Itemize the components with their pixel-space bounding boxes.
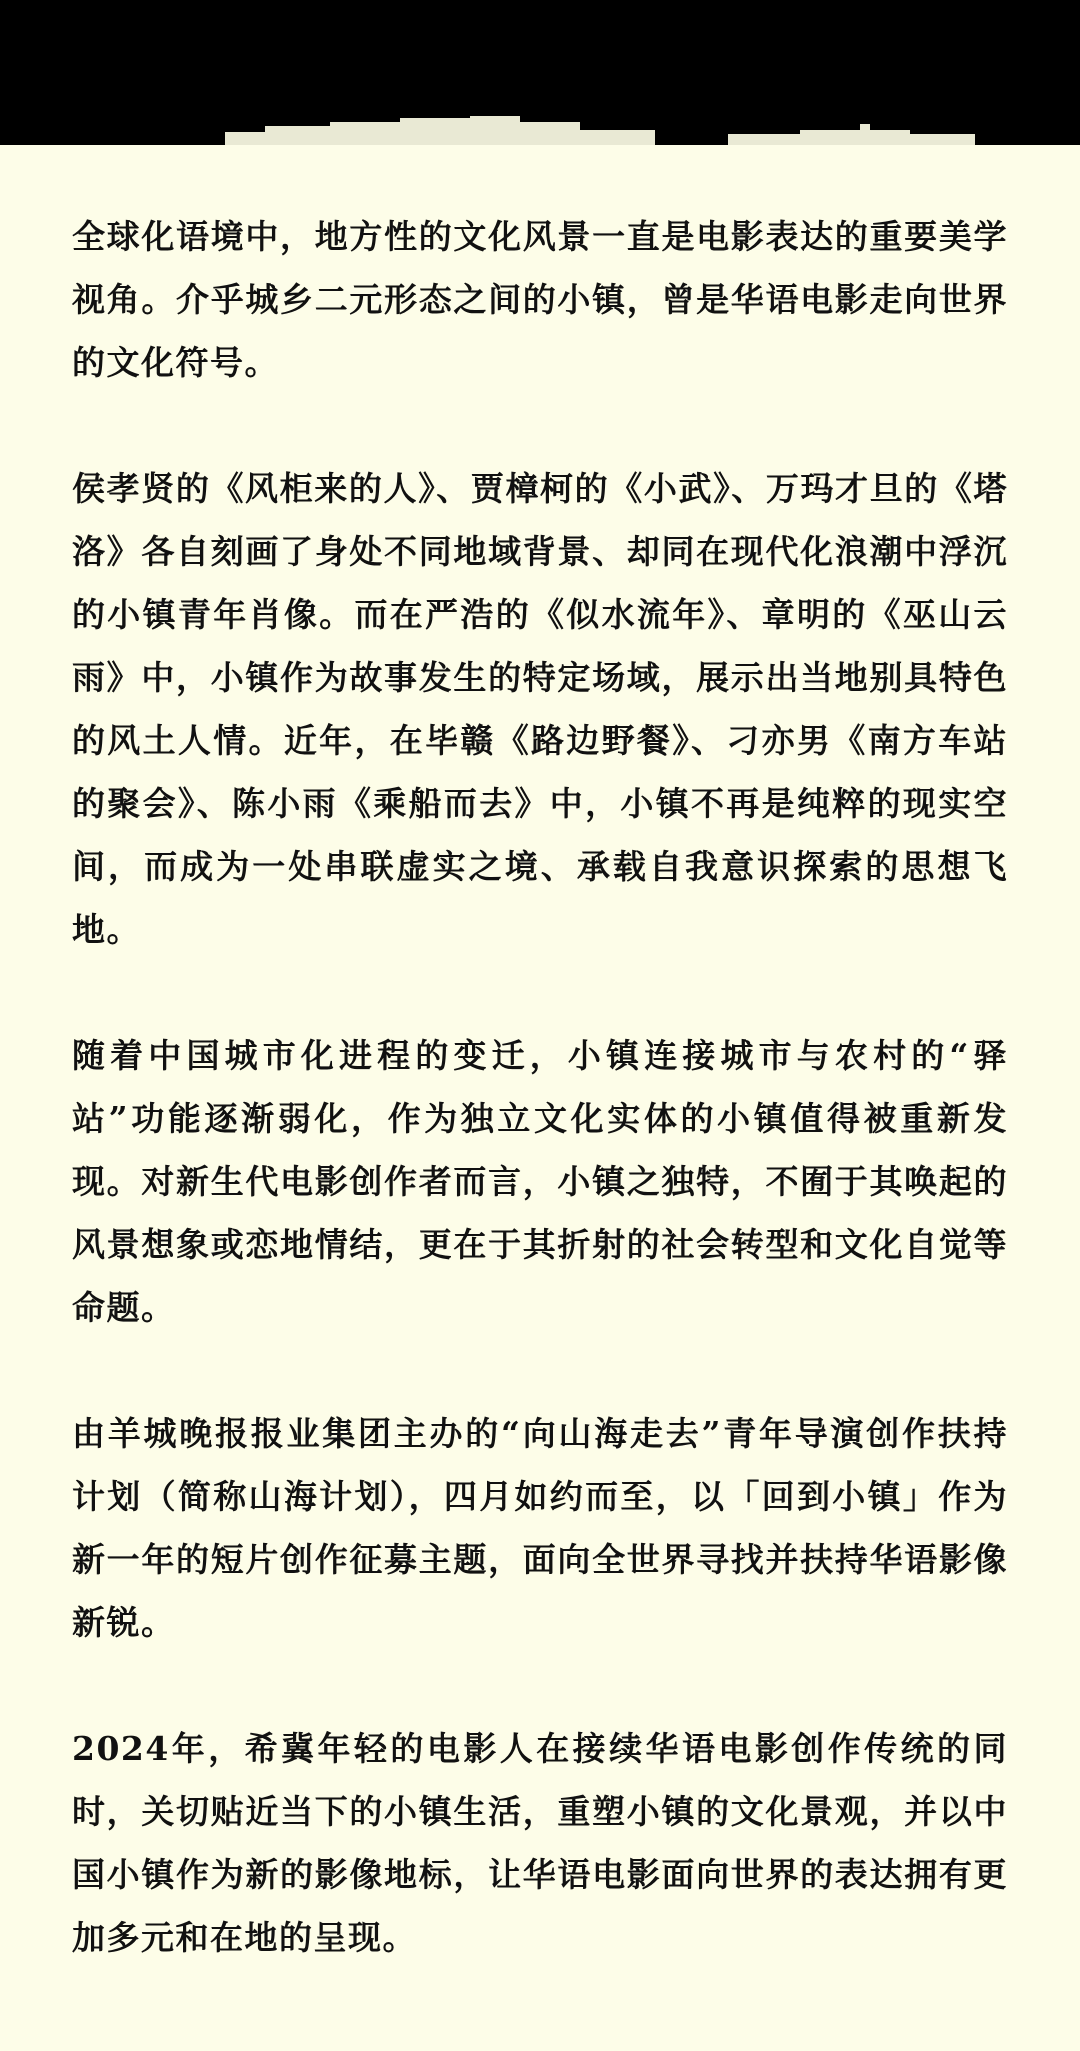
paragraph: 2024年，希冀年轻的电影人在接续华语电影创作传统的同时，关切贴近当下的小镇生活，重塑小镇的文化景观，并以中国小镇作为新的影像地标，让华语电影面向世界的表达拥有更加多元和在地的呈现。 xyxy=(72,1729,1008,1957)
article-body xyxy=(72,205,1008,1969)
paragraph: 随着中国城市化进程的变迁，小镇连接城市与农村的“驿站”功能逐渐弱化，作为独立文化实体的小镇值得被重新发现。对新生代电影创作者而言，小镇之独特，不囿于其唤起的风景想象或恋地情结，更在于其折射的社会转型和文化自觉等命题。 xyxy=(72,1036,1008,1327)
paragraph: 全球化语境中，地方性的文化风景一直是电影表达的重要美学视角。介乎城乡二元形态之间的小镇，曾是华语电影走向世界的文化符号。 xyxy=(72,217,1008,382)
paragraph-gap xyxy=(72,394,1008,457)
paragraph-gap xyxy=(72,1339,1008,1402)
paragraph-gap xyxy=(72,961,1008,1024)
paragraph: 侯孝贤的《风柜来的人》、贾樟柯的《小武》、万玛才旦的《塔洛》各自刻画了身处不同地域背景、却同在现代化浪潮中浮沉的小镇青年肖像。而在严浩的《似水流年》、章明的《巫山云雨》中，小镇作为故事发生的特定场域，展示出当地别具特色的风土人情。近年，在毕赣《路边野餐》、刁亦男《南方车站的聚会》、陈小雨《乘船而去》中，小镇不再是纯粹的现实空间，而成为一处串联虚实之境、承载自我意识探索的思想飞地。 xyxy=(72,469,1008,949)
paragraph: 由羊城晚报报业集团主办的“向山海走去”青年导演创作扶持计划（简称山海计划），四月如约而至，以「回到小镇」作为新一年的短片创作征募主题，面向全世界寻找并扶持华语影像新锐。 xyxy=(72,1414,1008,1642)
skyline-silhouette xyxy=(0,100,1080,145)
paragraph-gap xyxy=(72,1654,1008,1717)
